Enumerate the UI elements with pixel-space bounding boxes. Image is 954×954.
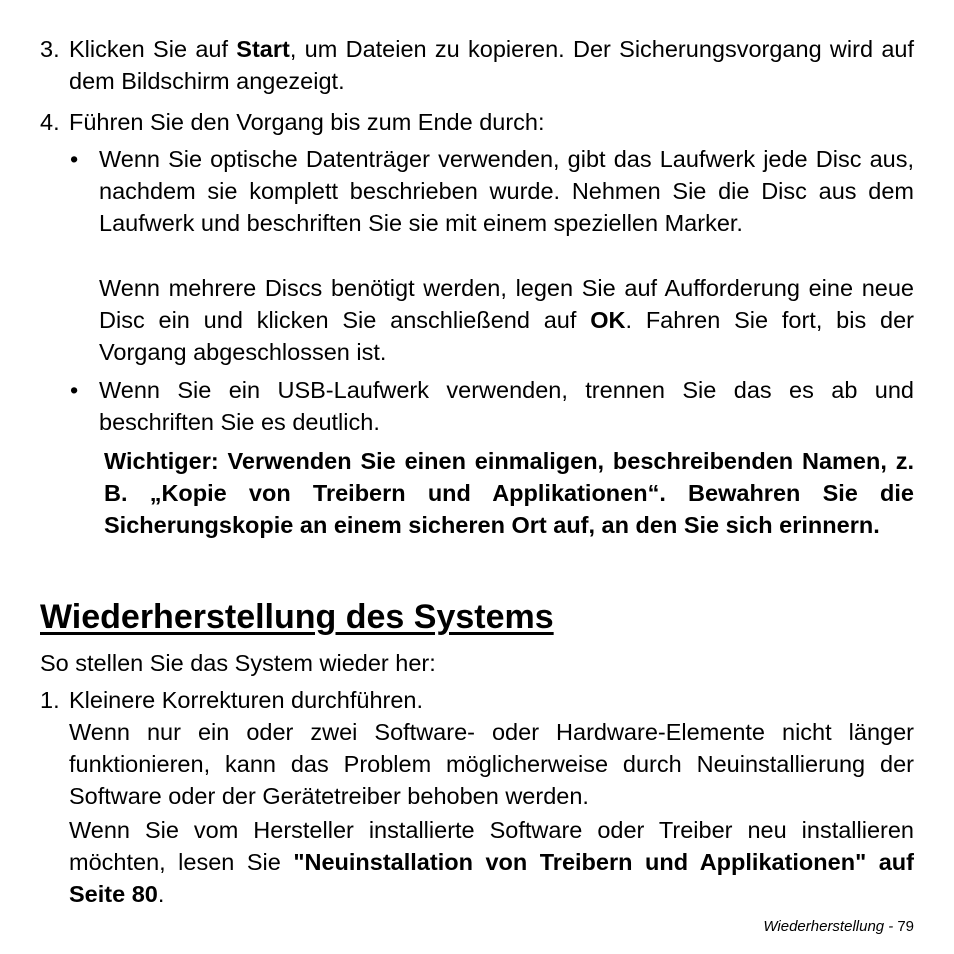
- step-3-text-b: , um Dateien zu kopieren. Der Sicherungsvorgang wird auf dem Bildschirm angezeigt.: [69, 36, 914, 94]
- section-heading: Wiederherstellung des Systems: [40, 598, 554, 636]
- step-1-para-2-a: Wenn Sie vom Hersteller installierte Software oder Treiber neu installieren möchten, lesen Sie: [69, 817, 914, 875]
- footer-label: Wiederherstellung -: [763, 918, 894, 935]
- step-3-bold-start: Start: [236, 36, 290, 62]
- step-3-number: 3.: [40, 36, 60, 62]
- page-footer: [763, 917, 914, 937]
- step-4-text: Führen Sie den Vorgang bis zum Ende durch:: [69, 109, 545, 135]
- step-1-para-2: [69, 814, 914, 910]
- bullet-2-symbol: •: [70, 377, 79, 403]
- bullet-1-para-2-b: . Fahren Sie fort, bis der Vorgang abgeschlossen ist.: [99, 307, 914, 365]
- section-intro: So stellen Sie das System wieder her:: [40, 650, 436, 676]
- step-3-text-a: Klicken Sie auf: [69, 36, 237, 62]
- step-1-title: Kleinere Korrekturen durchführen.: [69, 687, 424, 713]
- step-1-cross-reference: "Neuinstallation von Treibern und Applikationen" auf Seite 80: [69, 849, 914, 907]
- bullet-1-para-2-a: Wenn mehrere Discs benötigt werden, legen Sie auf Aufforderung eine neue Disc ein und klicken Sie anschließend auf: [99, 275, 914, 333]
- step-1-para-2-b: .: [157, 881, 165, 907]
- page-number: 79: [897, 918, 914, 935]
- bullet-1-para-2: [99, 272, 914, 368]
- bullet-1-bold-ok: OK: [590, 307, 626, 333]
- bullet-1-para-1: Wenn Sie optische Datenträger verwenden, gibt das Laufwerk jede Disc aus, nachdem sie komplett beschrieben wurde. Nehmen Sie die Disc aus dem Laufwerk und beschriften Sie sie mit einem speziellen Marker.: [99, 146, 914, 236]
- step-1-number: 1.: [40, 687, 60, 713]
- step-3-text: [69, 33, 914, 97]
- bullet-2-para-1: Wenn Sie ein USB-Laufwerk verwenden, trennen Sie das es ab und beschriften Sie es deutlich.: [99, 377, 914, 435]
- step-1-para-1: Wenn nur ein oder zwei Software- oder Hardware-Elemente nicht länger funktionieren, kann das Problem möglicherweise durch Neuinstallierung der Software oder der Gerätetreiber behoben werden.: [69, 719, 914, 809]
- bullet-1-symbol: •: [70, 146, 79, 172]
- important-note: Wichtiger: Verwenden Sie einen einmaligen, beschreibenden Namen, z. B. „Kopie von Treibern und Applikationen“. Bewahren Sie die Sicherungskopie an einem sicheren Ort auf, an den Sie sich erinnern.: [104, 448, 914, 538]
- step-4-number: 4.: [40, 109, 60, 135]
